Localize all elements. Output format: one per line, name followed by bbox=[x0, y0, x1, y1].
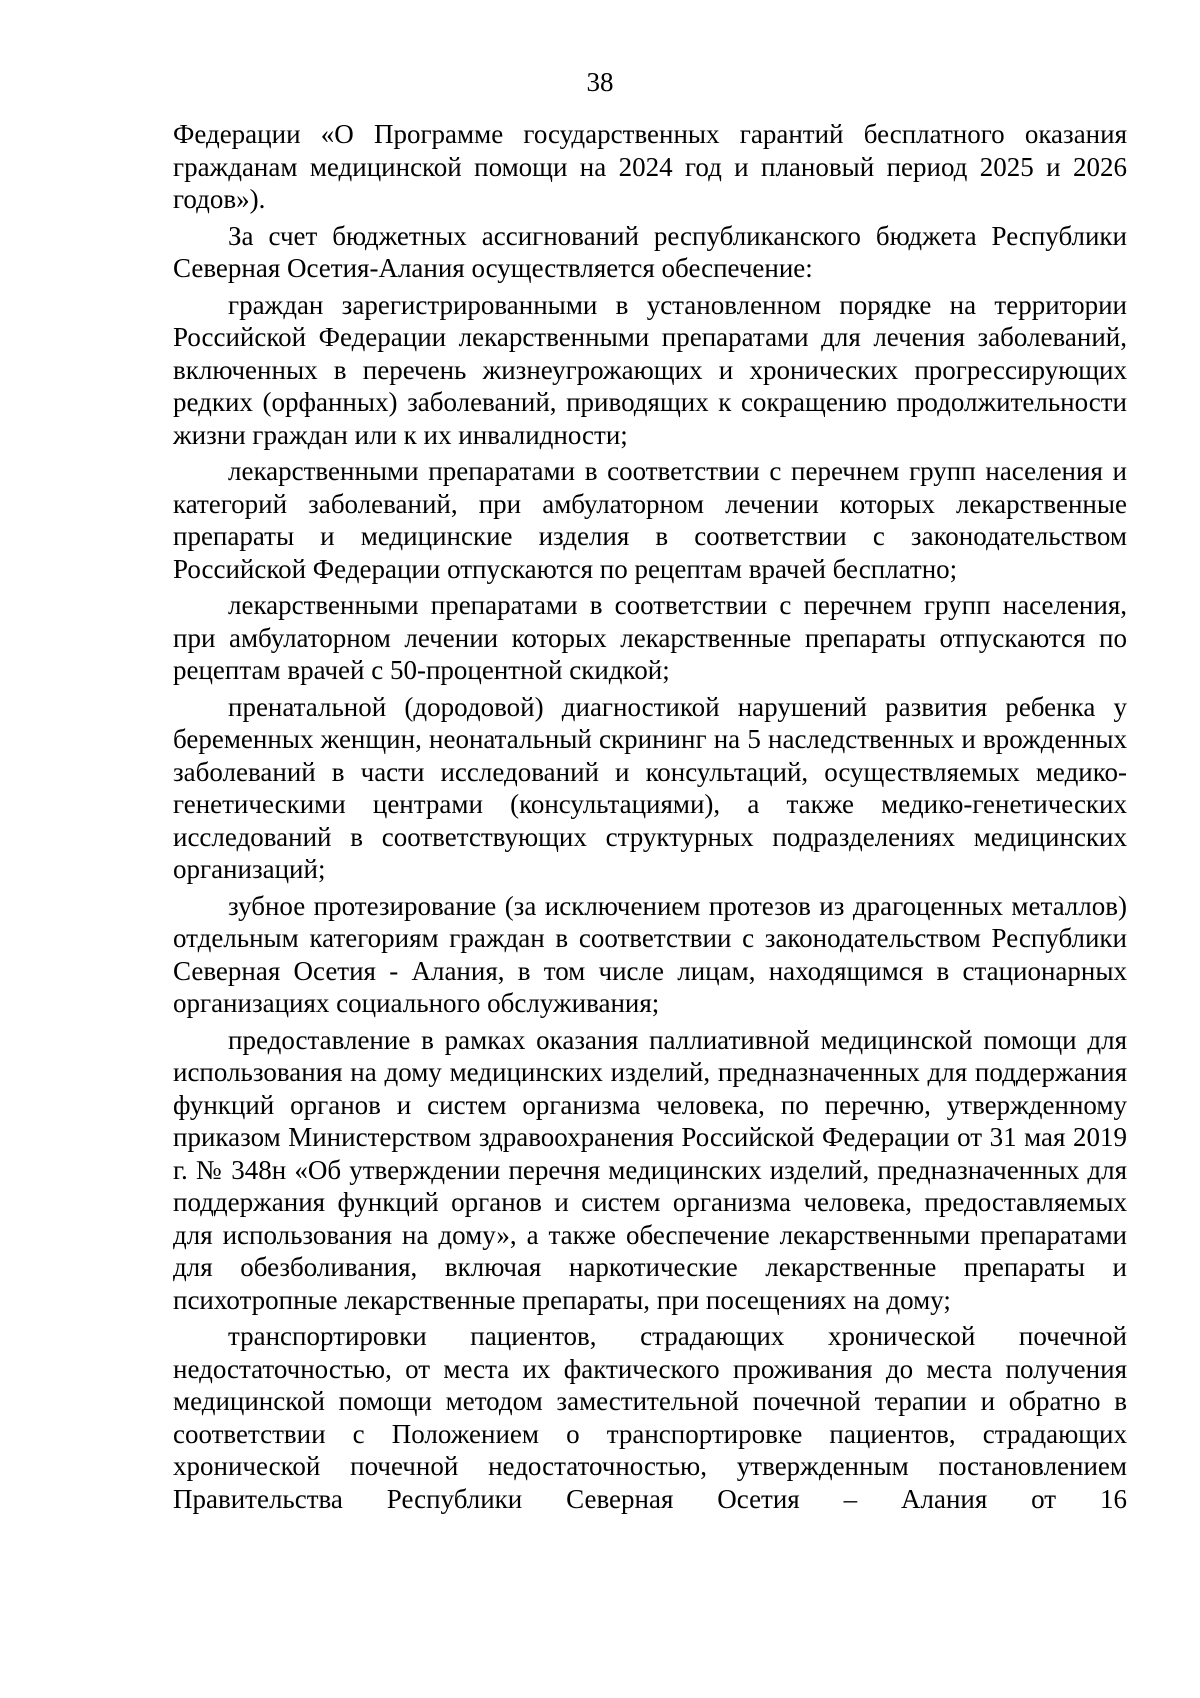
paragraph-prenatal-diagnostics: пренатальной (дородовой) диагностикой нарушений развития ребенка у беременных женщин, неонатальный скрининг на 5 наследственных и врожденных заболеваний в части исследований и консультаций, осуществляемых медико-генетическими центрами (консультациями), а также медико-генетических исследований в соответствующих структурных подразделениях медицинских организаций; bbox=[173, 691, 1127, 884]
paragraph-free-prescriptions: лекарственными препаратами в соответствии с перечнем групп населения и категорий заболеваний, при амбулаторном лечении которых лекарственные препараты и медицинские изделия в соответствии с законодательством Российской Федерации отпускаются по рецептам врачей бесплатно; bbox=[173, 456, 1127, 584]
paragraph-continuation: Федерации «О Программе государственных гарантий бесплатного оказания гражданам медицинской помощи на 2024 год и плановый период 2025 и 2026 годов»). bbox=[173, 119, 1127, 214]
paragraph-palliative-care: предоставление в рамках оказания паллиативной медицинской помощи для использования на дому медицинских изделий, предназначенных для поддержания функций органов и систем организма человека, по перечню, утвержденному приказом Министерством здравоохранения Российской Федерации от 31 мая 2019 г. № 348н «Об утверждении перечня медицинских изделий, предназначенных для поддержания функций органов и систем организма человека, предоставляемых для использования на дому», а также обеспечение лекарственными препаратами для обезболивания, включая наркотические лекарственные препараты и психотропные лекарственные препараты, при посещениях на дому; bbox=[173, 1024, 1127, 1315]
paragraph-patient-transport: транспортировки пациентов, страдающих хронической почечной недостаточностью, от места их фактического проживания до места получения медицинской помощи методом заместительной почечной терапии и обратно в соответствии с Положением о транспортировке пациентов, страдающих хронической почечной недостаточностью, утвержденным постановлением Правительства Республики Северная Осетия – Алания от 16 bbox=[173, 1321, 1127, 1514]
paragraph-orphan-diseases: граждан зарегистрированными в установленном порядке на территории Российской Федерации лекарственными препаратами для лечения заболеваний, включенных в перечень жизнеугрожающих и хронических прогрессирующих редких (орфанных) заболеваний, приводящих к сокращению продолжительности жизни граждан или к их инвалидности; bbox=[173, 289, 1127, 450]
paragraph-dental-prosthetics: зубное протезирование (за исключением протезов из драгоценных металлов) отдельным категориям граждан в соответствии с законодательством Республики Северная Осетия - Алания, в том числе лицам, находящимся в стационарных организациях социального обслуживания; bbox=[173, 890, 1127, 1018]
page-number: 38 bbox=[586, 67, 614, 97]
document-body bbox=[173, 118, 1127, 1519]
paragraph-discount-prescriptions: лекарственными препаратами в соответствии с перечнем групп населения, при амбулаторном лечении которых лекарственные препараты отпускаются по рецептам врачей с 50-процентной скидкой; bbox=[173, 590, 1127, 685]
paragraph-funding-intro: За счет бюджетных ассигнований республиканского бюджета Республики Северная Осетия-Алания осуществляется обеспечение: bbox=[173, 220, 1127, 283]
